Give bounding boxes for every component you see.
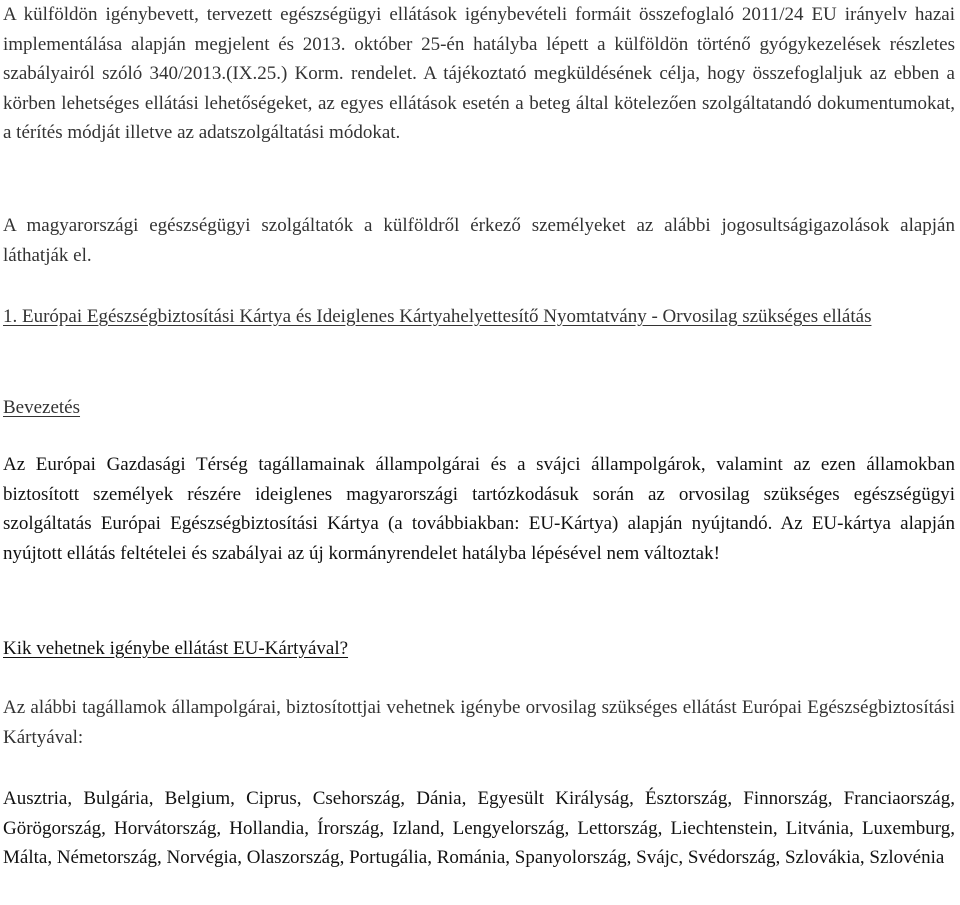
section-1-heading: 1. Európai Egészségbiztosítási Kártya és Ideiglenes Kártyahelyettesítő Nyomtatvány - Orvosilag szükséges ellátás xyxy=(3,306,872,327)
bevezetes-heading: Bevezetés xyxy=(3,397,81,418)
providers-paragraph: A magyarországi egészségügyi szolgáltatók a külföldről érkező személyeket az alábbi jogosultságigazolások alapján láthatják el. xyxy=(3,215,955,266)
member-states-intro: Az alábbi tagállamok állampolgárai, biztosítottjai vehetnek igénybe orvosilag szükséges ellátást Európai Egészségbiztosítási Kártyával: xyxy=(3,697,955,748)
kik-heading: Kik vehetnek igénybe ellátást EU-Kártyával? xyxy=(3,638,349,659)
bevezetes-paragraph: Az Európai Gazdasági Térség tagállamainak állampolgárai és a svájci állampolgárok, valamint az ezen államokban biztosított személyek részére ideiglenes magyarországi tartózkodásuk során az orvosilag szükséges egészségügyi szolgáltatás Európai Egészségbiztosítási Kártya (a továbbiakban: EU-Kártya) alapján nyújtandó. Az EU-kártya alapján nyújtott ellátás feltételei és szabályai az új kormányrendelet hatályba lépésével nem változtak! xyxy=(3,454,955,564)
countries-list: Ausztria, Bulgária, Belgium, Ciprus, Csehország, Dánia, Egyesült Királyság, Észtország, Finnország, Franciaország, Görögország, Horvátország, Hollandia, Írország, Izland, Lengyelország, Lettország, Liechtenstein, Litvánia, Luxemburg, Málta, Németország, Norvégia, Olaszország, Portugália, Románia, Spanyolország, Svájc, Svédország, Szlovákia, Szlovénia xyxy=(3,788,955,868)
intro-paragraph: A külföldön igénybevett, tervezett egészségügyi ellátások igénybevételi formáit összefoglaló 2011/24 EU irányelv hazai implementálása alapján megjelent és 2013. október 25-én hatályba lépett a külföldön történő gyógykezelések részletes szabályairól szóló 340/2013.(IX.25.) Korm. rendelet. A tájékoztató megküldésének célja, hogy összefoglaljuk az ebben a körben lehetséges ellátási lehetőségeket, az egyes ellátások esetén a beteg által kötelezően szolgáltatandó dokumentumokat, a térítés módját illetve az adatszolgáltatási módokat. xyxy=(3,4,955,143)
